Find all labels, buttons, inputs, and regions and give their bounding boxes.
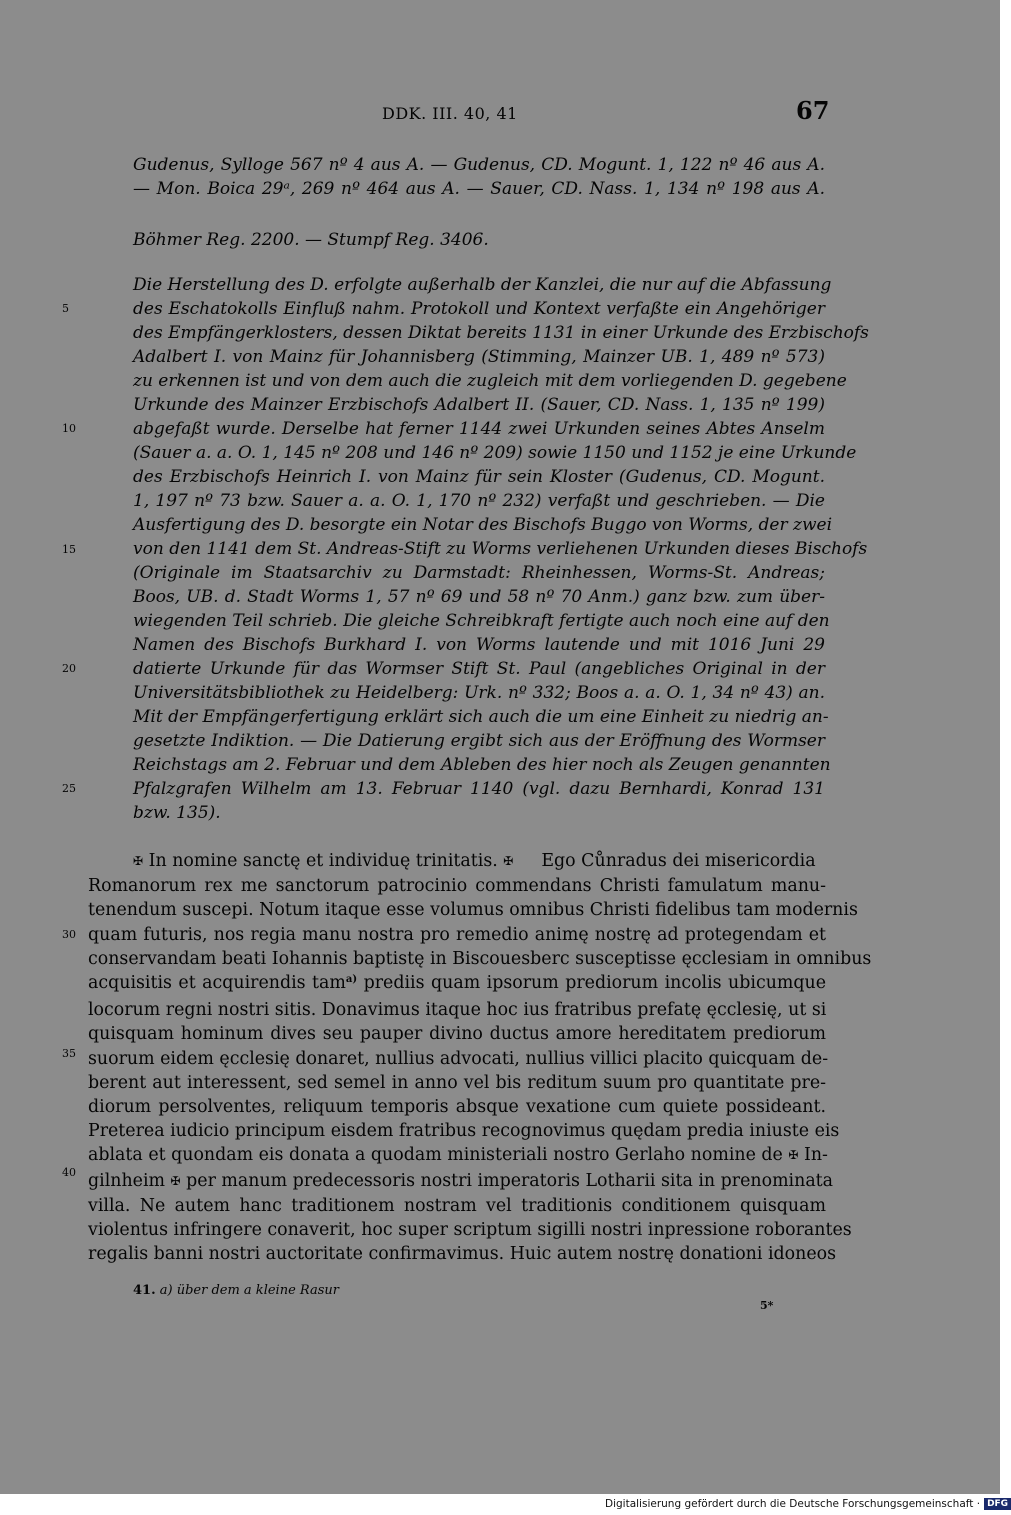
charter-line: quam futuris, nos regia manu nostra pro remedio animę nostrę ad protegendam et [88, 924, 826, 945]
charter-line: quisquam hominum dives seu pauper divino ductus amore hereditatem prediorum [88, 1024, 826, 1045]
commentary-line: Urkunde des Mainzer Erzbischofs Adalbert II. (Sauer, CD. Nass. 1, 135 nº 199) [133, 395, 825, 415]
commentary-line: Die Herstellung des D. erfolgte außerhalb der Kanzlei, die nur auf die Abfassung [133, 275, 832, 295]
signature-mark: 5* [760, 1299, 774, 1312]
cross-icon: ✠ [133, 854, 144, 868]
commentary-line: wiegenden Teil schrieb. Die gleiche Schreibkraft fertigte auch noch eine auf den [133, 611, 830, 631]
line-number: 25 [62, 782, 76, 795]
charter-text-segment: acquisitis et acquirendis tam [88, 973, 346, 994]
commentary-line: 1, 197 nº 73 bzw. Sauer a. a. O. 1, 170 nº 232) verfaßt und geschrieben. — Die [133, 491, 825, 511]
charter-line: suorum eidem ęcclesię donaret, nullius advocati, nullius villici placito quicquam de- [88, 1048, 829, 1069]
commentary-line: bzw. 135). [133, 803, 221, 823]
commentary-line: zu erkennen ist und von dem auch die zugleich mit dem vorliegenden D. gegebene [133, 371, 847, 391]
line-number: 30 [62, 928, 76, 941]
regesta-block [133, 228, 825, 252]
line-number: 20 [62, 662, 76, 675]
cross-icon: ✠ [170, 1173, 181, 1188]
charter-line [88, 1169, 834, 1194]
page-number: 67 [796, 96, 830, 125]
charter-line: locorum regni nostri sitis. Donavimus itaque hoc ius fratribus prefatę ęcclesię, ut si [88, 1000, 827, 1021]
charter-text-segment: ablata et quondam eis donata a quodam ministeriali nostro Gerlaho nomine de [88, 1145, 783, 1166]
commentary-line: Reichstags am 2. Februar und dem Ableben des hier noch als Zeugen genannten [133, 755, 831, 775]
commentary-line: des Erzbischofs Heinrich I. von Mainz für sein Kloster (Gudenus, CD. Mogunt. [133, 467, 825, 487]
commentary-line: abgefaßt wurde. Derselbe hat ferner 1144 zwei Urkunden seines Abtes Anselm [133, 419, 825, 439]
page-header [0, 96, 1000, 136]
sources-line: — Mon. Boica 29ᵃ, 269 nº 464 aus A. — Sauer, CD. Nass. 1, 134 nº 198 aus A. [133, 179, 825, 199]
commentary-line: Ausfertigung des D. besorgte ein Notar des Bischofs Buggo von Worms, der zwei [133, 515, 833, 535]
footnote-text: a) über dem a kleine Rasur [159, 1283, 339, 1298]
cross-icon: ✠ [788, 1148, 799, 1163]
sources-line: Gudenus, Sylloge 567 nº 4 aus A. — Gudenus, CD. Mogunt. 1, 122 nº 46 aus A. [133, 155, 825, 175]
footnote-number: 41. [133, 1283, 156, 1298]
commentary-line: (Sauer a. a. O. 1, 145 nº 208 und 146 nº 209) sowie 1150 und 1152 je eine Urkunde [133, 443, 857, 463]
commentary-line: von den 1141 dem St. Andreas-Stift zu Worms verliehenen Urkunden dieses Bischofs [133, 539, 868, 559]
charter-text [88, 849, 872, 1266]
credit-text: Digitalisierung gefördert durch die Deutsche Forschungsgemeinschaft · [605, 1498, 981, 1510]
regesta-line: Böhmer Reg. 2200. — Stumpf Reg. 3406. [133, 230, 489, 250]
line-number: 15 [62, 543, 76, 556]
commentary-line: (Originale im Staatsarchiv zu Darmstadt: Rheinhessen, Worms-St. Andreas; [133, 563, 825, 583]
footnote [133, 1283, 339, 1298]
charter-text-segment: per manum predecessoris nostri imperatoris Lotharii sita in prenominata [186, 1170, 834, 1191]
charter-text-segment: gilnheim [88, 1170, 166, 1191]
charter-text-segment: In- [803, 1145, 828, 1166]
charter-line: Preterea iudicio principum eisdem fratribus recognovimus quędam predia iniuste eis [88, 1121, 840, 1142]
invocatio: In nomine sanctę et individuę trinitatis. [148, 851, 498, 871]
footnote-marker: a) [345, 974, 358, 986]
commentary-line: Adalbert I. von Mainz für Johannisberg (Stimming, Mainzer UB. 1, 489 nº 573) [133, 347, 825, 367]
running-head: DDK. III. 40, 41 [382, 104, 518, 123]
charter-line: regalis banni nostri auctoritate confirmavimus. Huic autem nostrę donationi idoneos [88, 1244, 837, 1265]
commentary-line: datierte Urkunde für das Wormser Stift St. Paul (angebliches Original in der [133, 659, 825, 679]
sources-block [133, 153, 825, 201]
commentary-line: Pfalzgrafen Wilhelm am 13. Februar 1140 (vgl. dazu Bernhardi, Konrad 131 [133, 779, 825, 799]
charter-line: berent aut interessent, sed semel in anno vel bis reditum suum pro quantitate pre- [88, 1072, 826, 1093]
charter-line: diorum persolventes, reliquum temporis absque vexatione cum quiete possideant. [88, 1097, 826, 1118]
charter-text-segment: prediis quam ipsorum prediorum incolis ubicumque [363, 973, 827, 994]
charter-line: conservandam beati Iohannis baptistę in Biscouesberc susceptisse ęcclesiam in omnibus [88, 948, 872, 969]
commentary-line: des Eschatokolls Einfluß nahm. Protokoll und Kontext verfaßte ein Angehöriger [133, 299, 825, 319]
commentary-line: Boos, UB. d. Stadt Worms 1, 57 nº 69 und 58 nº 70 Anm.) ganz bzw. zum über- [133, 587, 825, 607]
funding-credit [605, 1498, 1011, 1510]
commentary-block [133, 273, 869, 825]
dfg-logo-icon: DFG [984, 1498, 1011, 1510]
charter-line [88, 971, 826, 998]
commentary-line: Universitätsbibliothek zu Heidelberg: Urk. nº 332; Boos a. a. O. 1, 34 nº 43) an. [133, 683, 825, 703]
commentary-line: Mit der Empfängerfertigung erklärt sich auch die um eine Einheit zu niedrig an- [133, 707, 829, 727]
line-number: 35 [62, 1047, 76, 1060]
line-number: 10 [62, 422, 76, 435]
charter-line [88, 849, 826, 874]
intitulatio: Ego Cůnradus dei misericordia [541, 851, 816, 871]
charter-line: Romanorum rex me sanctorum patrocinio commendans Christi famulatum manu- [88, 876, 826, 897]
charter-line: violentus infringere conaverit, hoc super scriptum sigilli nostri inpressione roborantes [88, 1220, 852, 1241]
commentary-line: Namen des Bischofs Burkhard I. von Worms lautende und mit 1016 Juni 29 [133, 635, 825, 655]
line-number: 40 [62, 1166, 76, 1179]
line-number: 5 [62, 302, 69, 315]
commentary-line: gesetzte Indiktion. — Die Datierung ergibt sich aus der Eröffnung des Wormser [133, 731, 825, 751]
commentary-line: des Empfängerklosters, dessen Diktat bereits 1131 in einer Urkunde des Erzbischofs [133, 323, 869, 343]
cross-icon: ✠ [503, 854, 514, 868]
charter-line [88, 1143, 826, 1168]
charter-line: villa. Ne autem hanc traditionem nostram vel traditionis conditionem quisquam [88, 1195, 826, 1216]
charter-line: tenendum suscepi. Notum itaque esse volumus omnibus Christi fidelibus tam modernis [88, 900, 858, 921]
